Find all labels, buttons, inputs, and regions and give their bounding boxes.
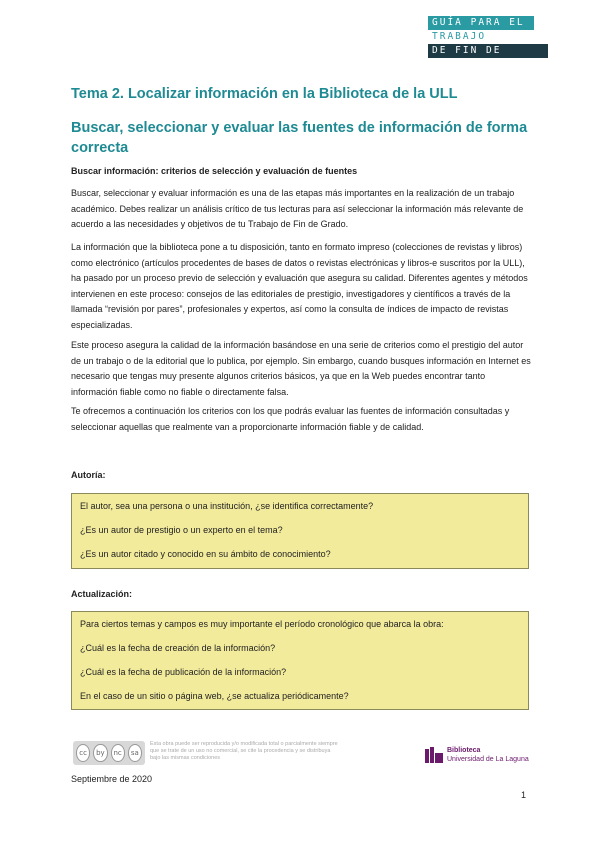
library-logo-text [447,746,529,764]
cc-icon: cc [76,744,90,762]
paragraph-1: Buscar, seleccionar y evaluar información es una de las etapas más importantes en la realización de un trabajo académico. Debes realizar un análisis crítico de tus lecturas para así seleccionar la información más relevante de acuerdo a las necesidades y objetivos de tu Trabajo de Fin de Grado. [71,188,524,229]
creative-commons-badge [73,741,145,765]
actualizacion-criteria-box [71,611,529,710]
ull-logo-icon [425,747,443,763]
university-name: Universidad de La Laguna [447,756,529,763]
guide-badge [428,16,548,70]
paragraph-2: La información que la biblioteca pone a tu disposición, tanto en formato impreso (colecciones de revistas y libros) como electrónico (artículos procedentes de bases de datos o revistas electrónicas y libros-e suscritos por la ULL), ha pasado por un proceso previo de selección y evaluación que asegura su calidad. Diferentes agentes y métodos intervienen en este proceso: consejos de las editoriales de prestigio, investigadores y científicos a través de la llamada “revisión por pares”, profesionales y expertos, así como la consulta de índices de impacto de revistas especializadas. [71,242,528,330]
paragraph-3: Este proceso asegura la calidad de la información basándose en una serie de criterios como el prestigio del autor de un trabajo o de la editorial que lo publica, por ejemplo. Sin embargo, cuando busques información en Internet es necesario que tengas muy presente algunos criterios básicos, ya que en la Web puedes encontrar tanto información fiable como no fiable o directamente falsa. [71,340,531,397]
section-heading: Buscar información: criterios de selección y evaluación de fuentes [71,166,358,176]
autoria-criteria-box [71,493,529,569]
guide-badge-line3: DE FIN DE GRADO [428,44,548,58]
paragraph-4: Te ofrecemos a continuación los criterios con los que podrás evaluar las fuentes de información consultadas y seleccionar aquellas que realmente van a proporcionarte información fiable y de calidad. [71,406,510,432]
criteria-item: En el caso de un sitio o página web, ¿se actualiza periódicamente? [80,691,349,701]
guide-badge-line2: TRABAJO [432,31,487,42]
page-subtitle: Buscar, seleccionar y evaluar las fuentes de información de forma correcta [71,120,528,156]
criteria-item: ¿Cuál es la fecha de creación de la información? [80,643,276,653]
sa-icon: sa [128,744,142,762]
criteria-item: ¿Cuál es la fecha de publicación de la información? [80,667,287,677]
guide-badge-line1: GUÍA PARA EL [428,16,534,30]
autoria-label: Autoría: [71,470,106,480]
page-title: Tema 2. Localizar información en la Biblioteca de la ULL [71,86,458,102]
page-number: 1 [521,790,527,800]
criteria-item: Para ciertos temas y campos es muy importante el período cronológico que abarca la obra: [80,619,444,629]
publication-date: Septiembre de 2020 [71,774,153,784]
criteria-item: ¿Es un autor de prestigio o un experto en el tema? [80,525,283,535]
criteria-item: El autor, sea una persona o una institución, ¿se identifica correctamente? [80,501,374,511]
license-text: Esta obra puede ser reproducida y/o modificada total o parcialmente siempre que se trate de un uso no comercial, se cite la procedencia y se distribuya bajo las mismas condiciones [150,741,338,761]
criteria-item: ¿Es un autor citado y conocido en su ámbito de conocimiento? [80,549,331,559]
library-name: Biblioteca [447,747,481,754]
nc-icon: nc [111,744,125,762]
actualizacion-label: Actualización: [71,589,133,599]
by-icon: by [93,744,107,762]
